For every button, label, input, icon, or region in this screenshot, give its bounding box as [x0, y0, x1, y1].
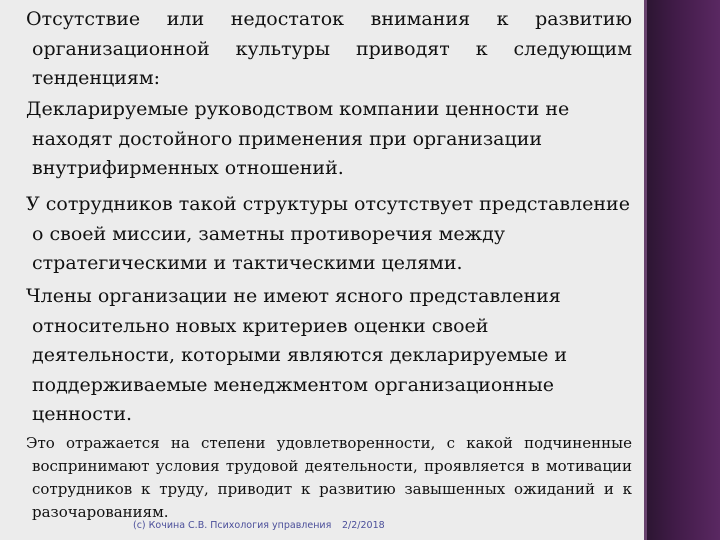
consequence-paragraph: Это отражается на степени удовлетворенности, с какой подчиненные воспринимают условия трудовой деятельности, проявляется в мотивации сотрудников к труду, приводит к развитию завышенных ожиданий и к разочарованиям. — [26, 434, 632, 521]
footer-date: 2/2/2018 — [342, 520, 385, 531]
trend-paragraph-values: Декларируемые руководством компании ценности не находят достойного применения при организации внутрифирменных отношений. — [26, 98, 570, 179]
trend-paragraph-mission: У сотрудников такой структуры отсутствует представление о своей миссии, заметны противоречия между стратегическими и тактическими целями. — [26, 193, 630, 274]
intro-paragraph: Отсутствие или недостаток внимания к развитию организационной культуры приводят к следующим тенденциям: — [26, 8, 632, 89]
decorative-side-band — [644, 0, 720, 540]
trend-paragraph-criteria: Члены организации не имеют ясного представления относительно новых критериев оценки своей деятельности, которыми являются декларируемые и поддерживаемые менеджментом организационные ценности. — [26, 285, 568, 425]
footer-author: (c) Кочина С.В. Психология управления — [133, 520, 332, 531]
